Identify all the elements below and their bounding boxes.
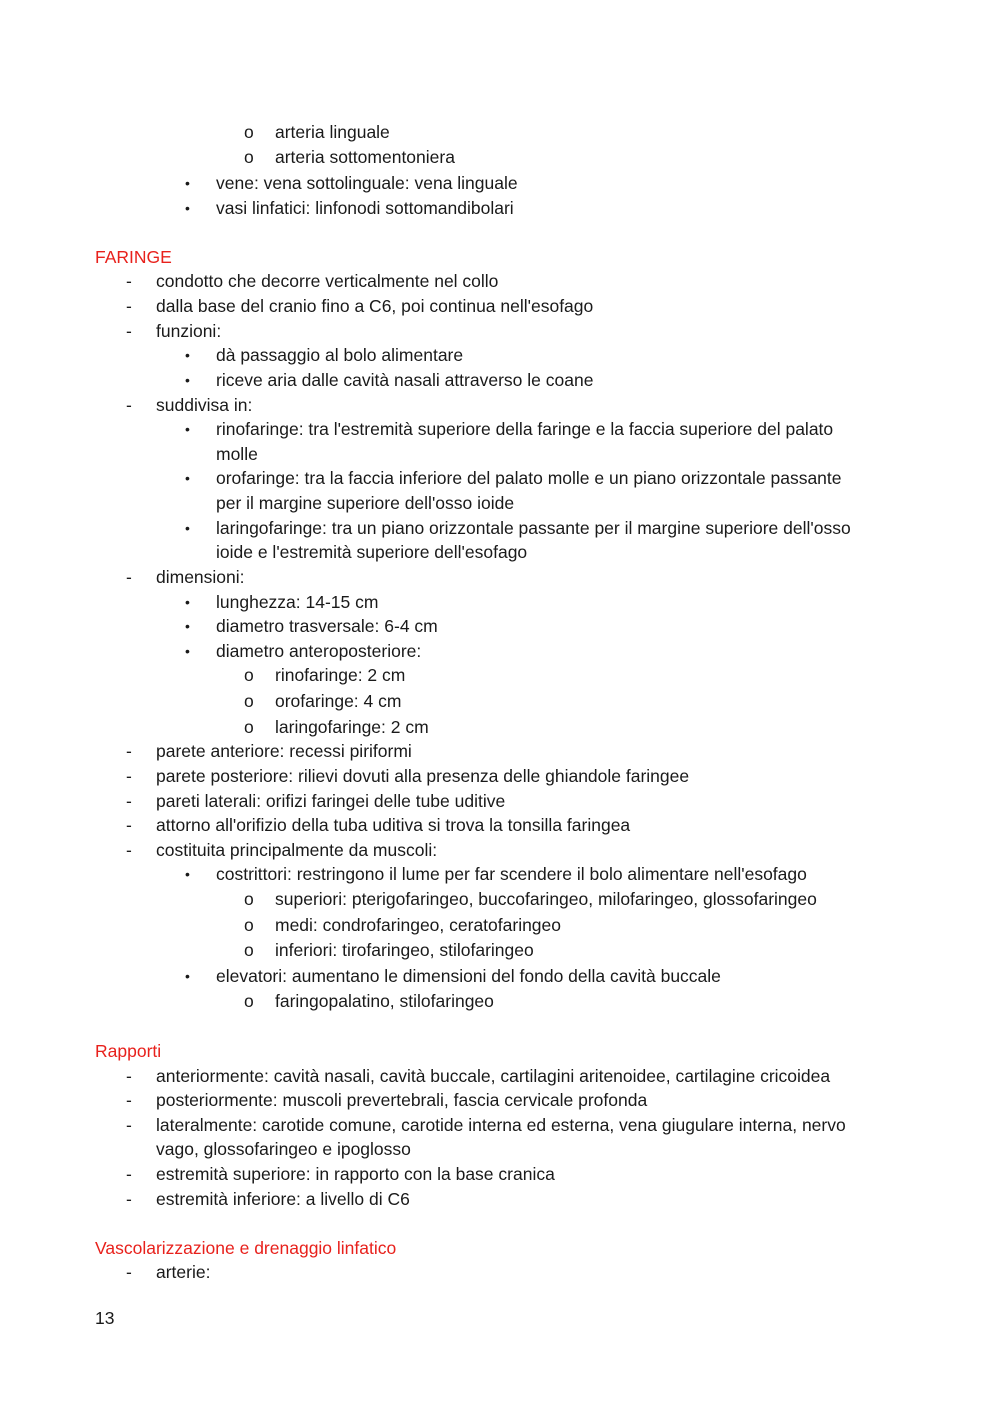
- list-item: lunghezza: 14-15 cm: [216, 592, 379, 612]
- dash-marker: -: [126, 1090, 132, 1110]
- list-item: elevatori: aumentano le dimensioni del fondo della cavità buccale: [216, 966, 721, 986]
- list-item: rinofaringe: 2 cm: [275, 665, 406, 685]
- list-item: dà passaggio al bolo alimentare: [216, 345, 464, 365]
- bullet-marker: •: [185, 175, 190, 191]
- bullet-marker: •: [185, 347, 190, 363]
- list-item-continuation: per il margine superiore dell'osso ioide: [216, 493, 515, 513]
- bullet-marker: •: [185, 866, 190, 882]
- circle-marker: o: [244, 691, 254, 711]
- dash-marker: -: [126, 1262, 132, 1282]
- bullet-marker: •: [185, 618, 190, 634]
- dash-marker: -: [126, 395, 132, 415]
- bullet-marker: •: [185, 372, 190, 388]
- section-heading-vascolarizzazione: Vascolarizzazione e drenaggio linfatico: [95, 1238, 397, 1258]
- list-item: posteriormente: muscoli prevertebrali, fascia cervicale profonda: [156, 1090, 648, 1110]
- bullet-marker: •: [185, 421, 190, 437]
- list-item: parete posteriore: rilievi dovuti alla presenza delle ghiandole faringee: [156, 766, 690, 786]
- list-item: diametro trasversale: 6-4 cm: [216, 616, 438, 636]
- list-item: medi: condrofaringeo, ceratofaringeo: [275, 915, 562, 935]
- list-item: inferiori: tirofaringeo, stilofaringeo: [275, 940, 534, 960]
- list-item: anteriormente: cavità nasali, cavità buccale, cartilagini aritenoidee, cartilagine cricoidea: [156, 1066, 831, 1086]
- dash-marker: -: [126, 1189, 132, 1209]
- circle-marker: o: [244, 915, 254, 935]
- dash-marker: -: [126, 741, 132, 761]
- bullet-marker: •: [185, 200, 190, 216]
- list-item: arteria sottomentoniera: [275, 147, 455, 167]
- list-item: attorno all'orifizio della tuba uditiva si trova la tonsilla faringea: [156, 815, 631, 835]
- list-item: dimensioni:: [156, 567, 245, 587]
- circle-marker: o: [244, 147, 254, 167]
- list-item: orofaringe: tra la faccia inferiore del palato molle e un piano orizzontale passante: [216, 468, 842, 488]
- circle-marker: o: [244, 991, 254, 1011]
- list-item-continuation: ioide e l'estremità superiore dell'esofago: [216, 542, 528, 562]
- list-item: costituita principalmente da muscoli:: [156, 840, 438, 860]
- bullet-marker: •: [185, 520, 190, 536]
- list-item: riceve aria dalle cavità nasali attraverso le coane: [216, 370, 594, 390]
- list-item: laringofaringe: 2 cm: [275, 717, 429, 737]
- list-item: pareti laterali: orifizi faringei delle tube uditive: [156, 791, 506, 811]
- list-item: superiori: pterigofaringeo, buccofaringeo, milofaringeo, glossofaringeo: [275, 889, 817, 909]
- circle-marker: o: [244, 889, 254, 909]
- bullet-marker: •: [185, 594, 190, 610]
- circle-marker: o: [244, 122, 254, 142]
- dash-marker: -: [126, 1164, 132, 1184]
- page-number: 13: [95, 1308, 115, 1328]
- section-heading-rapporti: Rapporti: [95, 1041, 162, 1061]
- list-item: faringopalatino, stilofaringeo: [275, 991, 494, 1011]
- dash-marker: -: [126, 567, 132, 587]
- bullet-marker: •: [185, 643, 190, 659]
- circle-marker: o: [244, 940, 254, 960]
- bullet-marker: •: [185, 968, 190, 984]
- section-heading-faringe: FARINGE: [95, 247, 172, 267]
- circle-marker: o: [244, 665, 254, 685]
- bullet-marker: •: [185, 470, 190, 486]
- list-item: estremità superiore: in rapporto con la base cranica: [156, 1164, 555, 1184]
- list-item: suddivisa in:: [156, 395, 253, 415]
- list-item: orofaringe: 4 cm: [275, 691, 402, 711]
- dash-marker: -: [126, 321, 132, 341]
- list-item: arteria linguale: [275, 122, 390, 142]
- list-item: estremità inferiore: a livello di C6: [156, 1189, 410, 1209]
- list-item-continuation: vago, glossofaringeo e ipoglosso: [156, 1139, 411, 1159]
- list-item: lateralmente: carotide comune, carotide interna ed esterna, vena giugulare interna, nervo: [156, 1115, 846, 1135]
- list-item: dalla base del cranio fino a C6, poi continua nell'esofago: [156, 296, 594, 316]
- list-item: rinofaringe: tra l'estremità superiore della faringe e la faccia superiore del palato: [216, 419, 834, 439]
- list-item: condotto che decorre verticalmente nel collo: [156, 271, 499, 291]
- dash-marker: -: [126, 791, 132, 811]
- list-item: laringofaringe: tra un piano orizzontale passante per il margine superiore dell'osso: [216, 518, 851, 538]
- list-item: diametro anteroposteriore:: [216, 641, 422, 661]
- list-item: costrittori: restringono il lume per far scendere il bolo alimentare nell'esofago: [216, 864, 807, 884]
- list-item-continuation: molle: [216, 444, 258, 464]
- list-item: vasi linfatici: linfonodi sottomandibolari: [216, 198, 514, 218]
- list-item: funzioni:: [156, 321, 222, 341]
- dash-marker: -: [126, 296, 132, 316]
- dash-marker: -: [126, 766, 132, 786]
- list-item: arterie:: [156, 1262, 211, 1282]
- dash-marker: -: [126, 840, 132, 860]
- dash-marker: -: [126, 1066, 132, 1086]
- dash-marker: -: [126, 1115, 132, 1135]
- dash-marker: -: [126, 815, 132, 835]
- dash-marker: -: [126, 271, 132, 291]
- circle-marker: o: [244, 717, 254, 737]
- list-item: vene: vena sottolinguale: vena linguale: [216, 173, 518, 193]
- list-item: parete anteriore: recessi piriformi: [156, 741, 412, 761]
